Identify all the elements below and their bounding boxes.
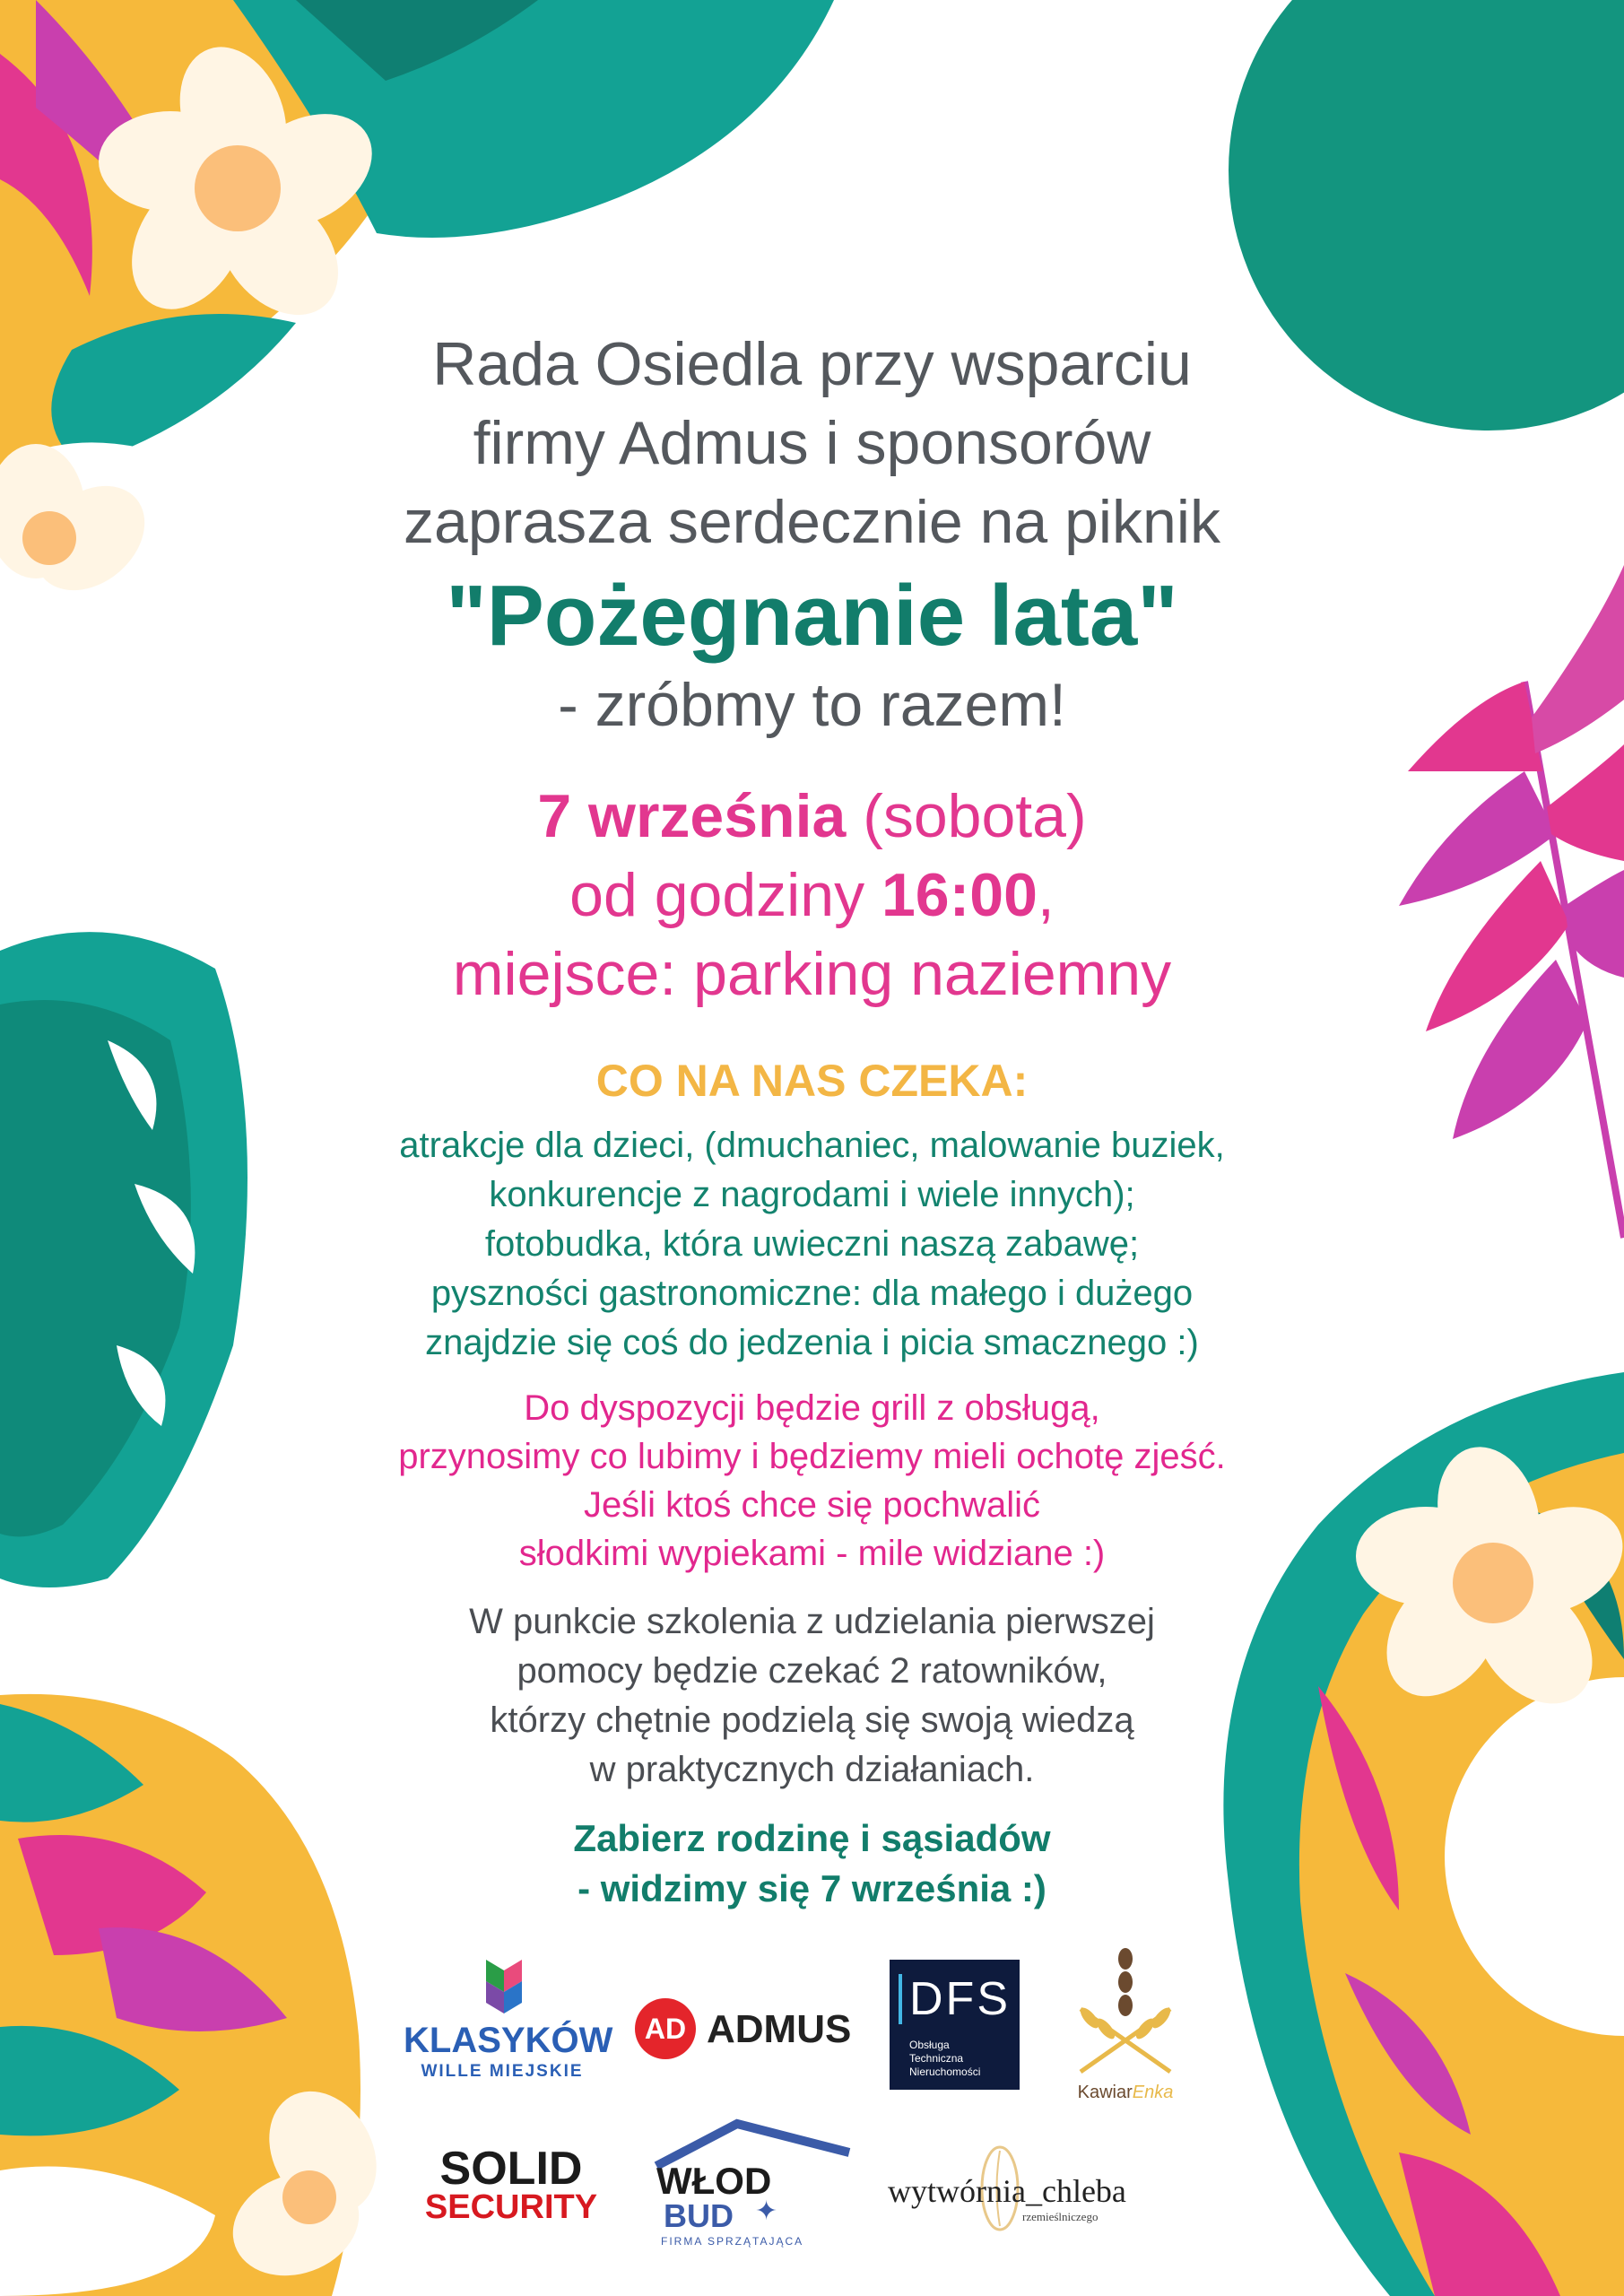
wlodbud-line1: WŁOD — [656, 2160, 772, 2202]
attraction-line: pyszności gastronomiczne: dla małego i dużego — [430, 1274, 1194, 1313]
first-aid-line: w praktycznych działaniach. — [589, 1750, 1035, 1789]
klasykow-mark-icon — [466, 1960, 538, 2022]
solid-line2: SECURITY — [424, 2188, 598, 2226]
logo-wlodbud — [647, 2117, 854, 2251]
attraction-line: fotobudka, która uwieczni naszą zabawę; — [484, 1224, 1140, 1264]
admus-mark: AD — [644, 2013, 687, 2045]
admus-badge-icon — [635, 1998, 696, 2059]
attraction-line: znajdzie się coś do jedzenia i picia smacznego :) — [425, 1323, 1199, 1362]
first-aid-line: którzy chętnie podzielą się swoją wiedzą — [490, 1700, 1134, 1740]
grill-line: Do dyspozycji będzie grill z obsługą, — [524, 1388, 1100, 1428]
klasykow-sub: WILLE MIEJSKIE — [421, 2062, 584, 2081]
logo-klasykow — [404, 1960, 613, 2085]
grill-line: Jeśli ktoś chce się pochwalić — [583, 1485, 1041, 1525]
event-day: (sobota) — [846, 782, 1087, 850]
intro-line: firmy Admus i sponsorów — [473, 409, 1151, 477]
closing-message — [0, 1813, 1624, 1914]
grill-line: przynosimy co lubimy i będziemy mieli ochotę zjeść. — [398, 1437, 1226, 1476]
attraction-line: konkurencje z nagrodami i wiele innych); — [489, 1175, 1135, 1214]
logo-wytwornia-chleba — [888, 2144, 1126, 2242]
first-aid-line: pomocy będzie czekać 2 ratowników, — [517, 1651, 1107, 1691]
date-line — [0, 777, 1624, 856]
logo-solid-security — [417, 2142, 605, 2231]
logo-dfs — [890, 1960, 1020, 2090]
attractions-list — [0, 1121, 1624, 1368]
grill-info — [0, 1384, 1624, 1578]
invitation-intro — [0, 325, 1624, 561]
solid-line1: SOLID — [439, 2143, 583, 2195]
time-suffix: , — [1037, 861, 1055, 929]
kawiarenka-name — [1054, 2083, 1197, 2103]
time-line — [0, 856, 1624, 935]
wlodbud-sparkle-icon: ✦ — [755, 2196, 778, 2226]
attraction-line: atrakcje dla dzieci, (dmuchaniec, malowanie buziek, — [399, 1126, 1225, 1165]
event-when — [0, 777, 1624, 1013]
first-aid-info — [0, 1597, 1624, 1795]
dfs-accent-bar — [899, 1974, 902, 2024]
wytwornia-sub: rzemieślniczego — [1022, 2210, 1099, 2223]
first-aid-line: W punkcie szkolenia z udzielania pierwszej — [469, 1602, 1155, 1641]
wytwornia-name: wytwórnia_chleba — [888, 2173, 1126, 2209]
closing-line: - widzimy się 7 września :) — [578, 1867, 1046, 1909]
event-time: 16:00 — [881, 861, 1038, 929]
dfs-line1: Obsługa — [909, 2039, 950, 2051]
kawiarenka-name-b: Enka — [1132, 2083, 1174, 2102]
attractions-heading: CO NA NAS CZEKA: — [595, 1056, 1029, 1106]
closing-line: Zabierz rodzinę i sąsiadów — [573, 1817, 1051, 1859]
wlodbud-sub: FIRMA SPRZĄTAJĄCA — [661, 2235, 804, 2248]
logo-kawiarenka — [1054, 1946, 1197, 2112]
dfs-line2: Techniczna — [909, 2052, 964, 2065]
event-title: "Pożegnanie lata" — [446, 568, 1178, 664]
event-tagline: - zróbmy to razem! — [558, 671, 1066, 739]
wlodbud-line2: BUD — [664, 2197, 734, 2234]
wheat-icon — [1054, 1946, 1197, 2076]
dfs-line3: Nieruchomości — [909, 2066, 981, 2078]
kawiarenka-name-a: Kawiar — [1077, 2083, 1133, 2102]
intro-line: zaprasza serdecznie na piknik — [404, 488, 1220, 556]
event-date: 7 września — [537, 782, 847, 850]
event-place: miejsce: parking naziemny — [452, 940, 1172, 1008]
dfs-name: DFS — [909, 1973, 1011, 2025]
admus-name: ADMUS — [707, 2007, 852, 2051]
logo-admus — [635, 1998, 859, 2061]
grill-line: słodkimi wypiekami - mile widziane :) — [518, 1534, 1106, 1573]
klasykow-name: KLASYKÓW — [404, 2021, 613, 2060]
intro-line: Rada Osiedla przy wsparciu — [432, 330, 1192, 398]
time-prefix: od godziny — [569, 861, 881, 929]
